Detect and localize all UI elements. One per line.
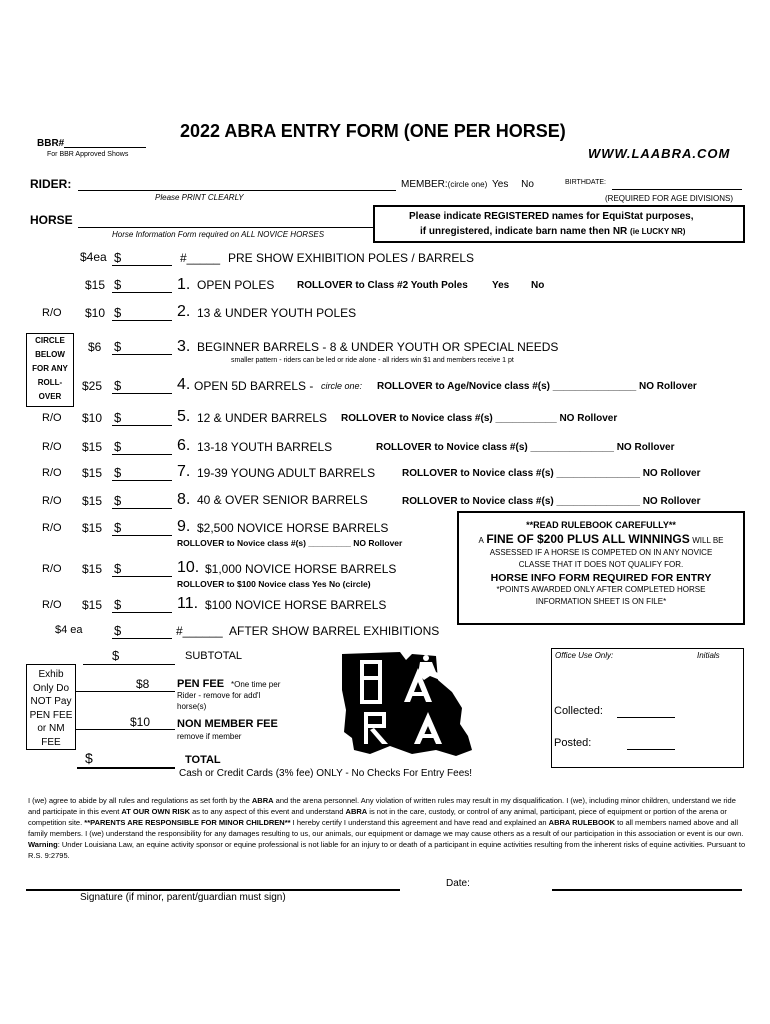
- signature-field[interactable]: [26, 889, 400, 891]
- horse-hint: Horse Information Form required on ALL NOVICE HORSES: [112, 230, 325, 239]
- horse-name-field[interactable]: [78, 227, 374, 228]
- fee-entry-field[interactable]: [112, 535, 172, 536]
- fee-entry-field[interactable]: [112, 576, 172, 577]
- rider-label: RIDER:: [30, 177, 72, 191]
- collected-field[interactable]: [617, 717, 675, 718]
- class-row-11: R/O $15 $ 11. $100 NOVICE HORSE BARRELS: [42, 595, 387, 612]
- fee-entry-field[interactable]: [112, 454, 172, 455]
- birthdate-label: BIRTHDATE:: [565, 179, 606, 186]
- fee-entry-field[interactable]: [112, 354, 172, 355]
- class-row-3: $6 $ 3. BEGINNER BARRELS - 8 & UNDER YOUTH OR SPECIAL NEEDS smaller pattern - riders can be led or ride alone - all riders win $1 and members receive 1 pt: [88, 338, 559, 364]
- signature-label: Signature (if minor, parent/guardian must sign): [80, 892, 286, 903]
- nm-fee-amount: $10: [130, 715, 151, 729]
- fee-entry-field[interactable]: [112, 265, 172, 266]
- rider-hint: Please PRINT CLEARLY: [155, 193, 244, 202]
- birthdate-note: (REQUIRED FOR AGE DIVISIONS): [605, 194, 734, 203]
- class-row-1: $15 $ 1. OPEN POLES ROLLOVER to Class #2 Youth Poles Yes No: [85, 276, 545, 293]
- class-row-2: R/O $10 $ 2. 13 & UNDER YOUTH POLES: [42, 303, 357, 320]
- rollover-yes[interactable]: Yes: [492, 280, 510, 291]
- fee-entry-field[interactable]: [112, 320, 172, 321]
- class-row-6: R/O $15 $ 6. 13-18 YOUTH BARRELS ROLLOVER to Novice class #(s) _______________ NO Rollover: [42, 437, 675, 454]
- total-field[interactable]: [77, 767, 175, 769]
- bbr-number-field[interactable]: [64, 147, 146, 148]
- total-label: TOTAL: [185, 754, 221, 766]
- class-row-after-show: $4 ea $ #______ AFTER SHOW BARREL EXHIBITIONS: [55, 623, 440, 638]
- circle-rollover-box: CIRCLE BELOW FOR ANY ROLL- OVER: [26, 333, 74, 407]
- fee-entry-field[interactable]: [112, 393, 172, 394]
- class-row-pre-show: $4ea $ #_____ PRE SHOW EXHIBITION POLES / BARRELS: [80, 250, 475, 265]
- abra-logo-graphic: [340, 650, 475, 760]
- subtotal-label: SUBTOTAL: [185, 650, 243, 662]
- pen-fee-label: PEN FEE: [177, 678, 225, 690]
- fee-entry-field[interactable]: [112, 425, 172, 426]
- bbr-label: BBR#: [37, 138, 65, 149]
- liability-agreement: I (we) agree to abide by all rules and regulations as set forth by the ABRA and the arena personnel. Any violation of written rules may result in my disqualification. I (we), including minor children, understand we ride and participate in this event AT OUR OWN RISK as to any aspect of this event and understand ABRA is not in the care, custody, or control of any animal, participant, piece of equipment or portion of the arena or competition site. **PARENTS ARE RESPONSIBLE FOR MINOR CHILDREN** I hereby certify I understand this agreement and have read and explained an ABRA RULEBOOK to all members named above and all family members. I (we) understand the responsibility for any damages resulting to us, our animals, our equipment or damage we may cause others as a result of our participation in this association or event is our own. Warning: Under Louisiana Law, an equine activity sponsor or equine professional is not liable for an injury to or death of a participant in equine activities resulting from the inherent risks of equine activities. Pursuant to R.S. 9:2795.: [28, 796, 746, 860]
- date-label: Date:: [446, 878, 470, 889]
- pen-fee-amount: $8: [136, 677, 150, 691]
- fee-entry-field[interactable]: [112, 638, 172, 639]
- member-no[interactable]: No: [521, 179, 534, 190]
- birthdate-field[interactable]: [612, 189, 742, 190]
- date-field[interactable]: [552, 889, 742, 891]
- member-label: MEMBER:(circle one) Yes No: [401, 179, 534, 190]
- class-row-4: $25 $ 4. OPEN 5D BARRELS - circle one: ROLLOVER to Age/Novice class #(s) _______________ NO Rollover: [82, 376, 697, 393]
- pen-fee-line[interactable]: [75, 691, 175, 692]
- fee-entry-field[interactable]: [112, 612, 172, 613]
- nm-fee-line[interactable]: [75, 729, 175, 730]
- class-row-9: R/O $15 $ 9. $2,500 NOVICE HORSE BARRELS ROLLOVER to Novice class #(s) _________ NO Rollover: [42, 518, 403, 548]
- registered-name-notice: Please indicate REGISTERED names for EquiStat purposes, if unregistered, indicate barn name then NR (ie LUCKY NR): [373, 205, 745, 243]
- class-row-7: R/O $15 $ 7. 19-39 YOUNG ADULT BARRELS ROLLOVER to Novice class #(s) _______________ NO Rollover: [42, 463, 701, 480]
- nm-fee-label: NON MEMBER FEE: [177, 718, 278, 730]
- posted-field[interactable]: [627, 749, 675, 750]
- class-row-8: R/O $15 $ 8. 40 & OVER SENIOR BARRELS ROLLOVER to Novice class #(s) _______________ NO Rollover: [42, 491, 701, 508]
- fee-entry-field[interactable]: [112, 480, 172, 481]
- abra-logo: [340, 650, 475, 760]
- member-yes[interactable]: Yes: [492, 179, 509, 190]
- subtotal-field[interactable]: [83, 664, 175, 665]
- class-row-10: R/O $15 $ 10. $1,000 NOVICE HORSE BARRELS ROLLOVER to $100 Novice class Yes No (circle): [42, 559, 397, 589]
- horse-label: HORSE: [30, 213, 73, 227]
- total-dollar: $: [85, 750, 93, 766]
- office-use-box: Office Use Only: Initials Collected: Posted:: [551, 648, 744, 768]
- exhib-note-box: Exhib Only Do NOT Pay PEN FEE or NM FEE: [26, 664, 76, 750]
- bbr-sub: For BBR Approved Shows: [47, 151, 129, 158]
- class-row-5: R/O $10 $ 5. 12 & UNDER BARRELS ROLLOVER to Novice class #(s) ___________ NO Rollover: [42, 408, 618, 425]
- fee-entry-field[interactable]: [112, 292, 172, 293]
- page-title: 2022 ABRA ENTRY FORM (ONE PER HORSE): [180, 121, 566, 141]
- subtotal-dollar: $: [112, 648, 120, 663]
- rider-name-field[interactable]: [78, 190, 396, 191]
- rulebook-notice-box: **READ RULEBOOK CAREFULLY** A FINE OF $200 PLUS ALL WINNINGS WILL BE ASSESSED IF A HORSE IS COMPETED ON IN ANY NOVICE CLASSE THAT IT DOES NOT QUALIFY FOR. HORSE INFO FORM REQUIRED FOR ENTRY *POINTS AWARDED ONLY AFTER COMPLETED HORSE INFORMATION SHEET IS ON FILE*: [457, 511, 745, 625]
- rollover-no[interactable]: No: [531, 280, 545, 291]
- payment-note: Cash or Credit Cards (3% fee) ONLY - No Checks For Entry Fees!: [179, 768, 473, 779]
- fee-entry-field[interactable]: [112, 508, 172, 509]
- website: WWW.LAABRA.COM: [588, 146, 731, 161]
